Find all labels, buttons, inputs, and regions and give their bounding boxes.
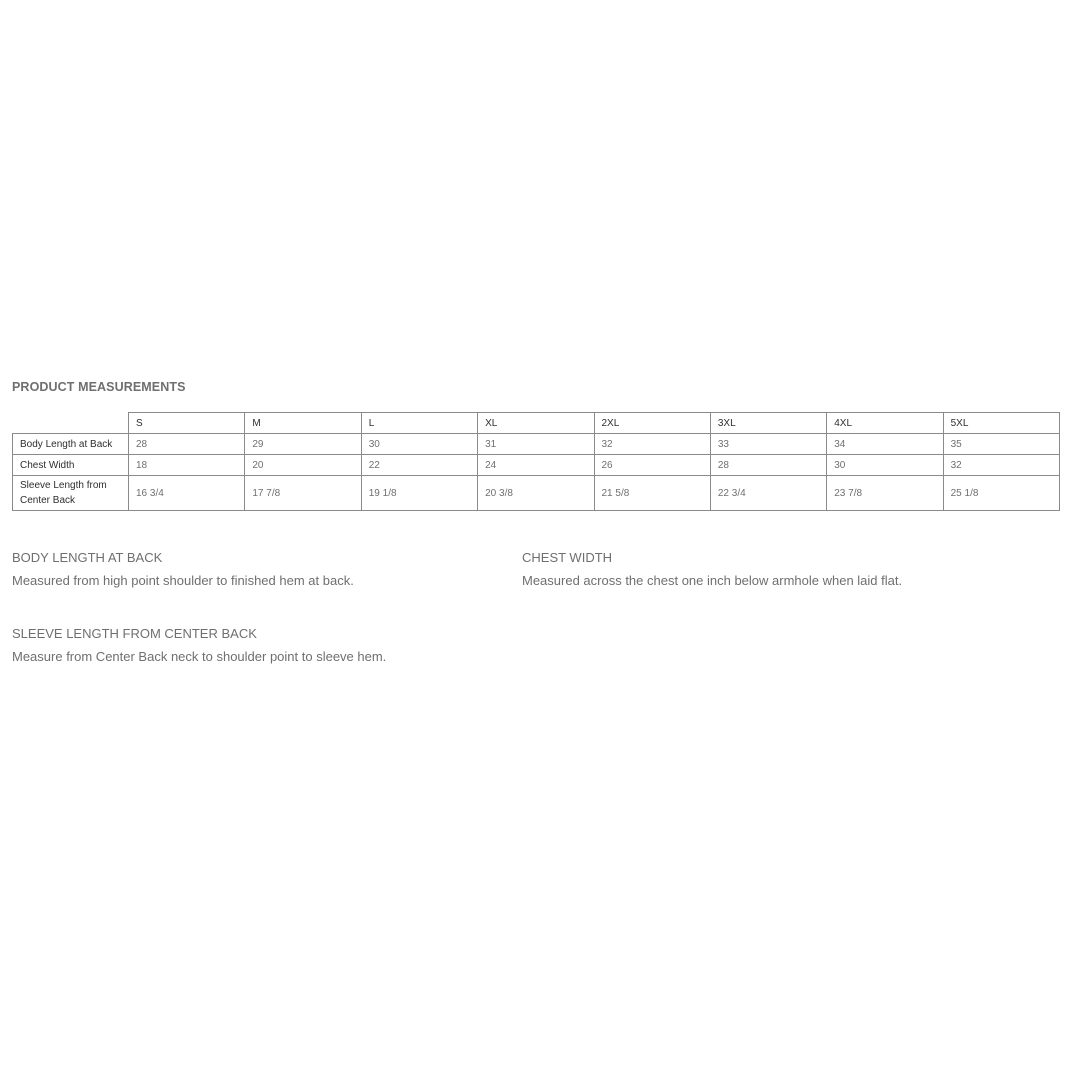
size-header-2xl: 2XL [594,413,710,434]
table-cell: 22 [361,455,477,476]
definition-text: Measured from high point shoulder to finished hem at back. [12,573,354,588]
size-header-row [13,413,1060,434]
measurements-table [12,412,1060,511]
table-cell: 19 1/8 [361,476,477,511]
section-title: PRODUCT MEASUREMENTS [12,380,186,394]
size-header-s: S [129,413,245,434]
table-cell: 30 [361,434,477,455]
definition-title: BODY LENGTH AT BACK [12,550,163,565]
table-row-chest-width [13,455,1060,476]
table-cell: 16 3/4 [129,476,245,511]
size-header-5xl: 5XL [943,413,1059,434]
table-cell: 17 7/8 [245,476,361,511]
definition-text: Measure from Center Back neck to shoulder point to sleeve hem. [12,649,387,664]
table-cell: 20 [245,455,361,476]
definition-title: SLEEVE LENGTH FROM CENTER BACK [12,626,257,641]
table-cell: 26 [594,455,710,476]
table-cell: 32 [943,455,1059,476]
table-cell: 18 [129,455,245,476]
table-cell: 35 [943,434,1059,455]
size-header-4xl: 4XL [827,413,943,434]
table-row-body-length [13,434,1060,455]
definition-body-length [12,550,512,589]
table-cell: 21 5/8 [594,476,710,511]
row-label-body-length: Body Length at Back [13,434,129,455]
definition-sleeve-length [12,626,512,665]
definition-title: CHEST WIDTH [522,550,613,565]
table-cell: 28 [129,434,245,455]
table-cell: 28 [710,455,826,476]
table-cell: 24 [478,455,594,476]
table-cell: 32 [594,434,710,455]
table-cell: 20 3/8 [478,476,594,511]
row-label-sleeve-length: Sleeve Length from Center Back [13,476,129,511]
table-cell: 22 3/4 [710,476,826,511]
table-corner-cell [13,413,129,434]
size-header-xl: XL [478,413,594,434]
table-cell: 23 7/8 [827,476,943,511]
table-cell: 31 [478,434,594,455]
table-cell: 29 [245,434,361,455]
table-cell: 25 1/8 [943,476,1059,511]
table-cell: 30 [827,455,943,476]
table-cell: 33 [710,434,826,455]
table-row-sleeve-length [13,476,1060,511]
size-header-m: M [245,413,361,434]
definition-text: Measured across the chest one inch below armhole when laid flat. [522,573,903,588]
row-label-chest-width: Chest Width [13,455,129,476]
definition-chest-width [522,550,1022,589]
size-header-3xl: 3XL [710,413,826,434]
size-header-l: L [361,413,477,434]
table-cell: 34 [827,434,943,455]
